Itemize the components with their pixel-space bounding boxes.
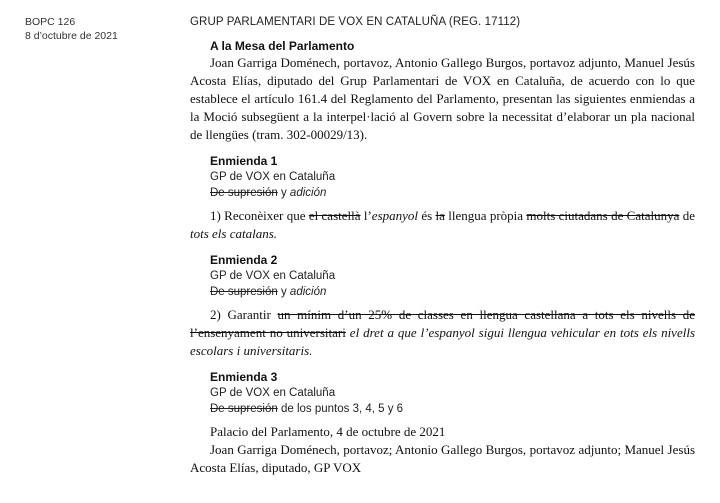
signatories: Joan Garriga Doménech, portavoz; Antonio Gallego Burgos, portavoz adjunto; Manuel Jesús Acosta Elías, diputado, GP VOX bbox=[190, 442, 695, 475]
amendment-2 bbox=[190, 253, 696, 360]
amendment-group: GP de VOX en Cataluña bbox=[210, 171, 336, 183]
amendment-group: GP de VOX en Cataluña bbox=[210, 270, 336, 282]
closing bbox=[190, 423, 695, 477]
added-text: el dret a que l’espanyol sigui llengua vehicular en tots els nivells escolars i universitaris. bbox=[190, 325, 696, 358]
added-text: espanyol bbox=[371, 208, 419, 223]
document-body bbox=[190, 15, 695, 477]
amendment-type bbox=[210, 185, 695, 201]
text-part: és bbox=[418, 208, 436, 223]
amendment-type bbox=[210, 401, 695, 417]
text-part: l’ bbox=[360, 208, 372, 223]
bulletin-number: BOPC 126 bbox=[25, 16, 76, 28]
bulletin-date: 8 d’octubre de 2021 bbox=[25, 30, 118, 42]
text-part: llengua pròpia bbox=[444, 208, 527, 223]
intro-paragraph: Joan Garriga Doménech, portavoz, Antonio Gallego Burgos, portavoz adjunto, Manuel Jesús Acosta Elías, diputado del Grup Parlamentari de VOX en Cataluña, de acuerdo con lo que establece el artículo 161.4 del Reglamento del Parlamento, presentan las siguientes enmiendas a la Moció subsegüent a la interpel·lació al Govern sobre la necessitat d’elaborar un pla nacional de llengües (tram. 302-00029/13). bbox=[190, 55, 695, 142]
deleted-text: la bbox=[435, 208, 445, 223]
amendment-group: GP de VOX en Cataluña bbox=[210, 387, 336, 399]
amendment-title: Enmienda 2 bbox=[210, 253, 278, 267]
text-part: 2) Garantir bbox=[210, 307, 278, 322]
type-addition: adición bbox=[289, 187, 327, 199]
type-join: y bbox=[280, 187, 287, 199]
type-suppression: De supresión bbox=[210, 403, 278, 415]
added-text: tots els catalans. bbox=[190, 226, 278, 241]
place-date: Palacio del Parlamento, 4 de octubre de 2021 bbox=[210, 424, 446, 439]
deleted-text: un mínim d’un 25% de classes en llengua castellana a tots els nivells de l’ensenyament no universitari bbox=[190, 307, 695, 340]
text-part: 1) Reconèixer que bbox=[210, 208, 309, 223]
deleted-text: el castellà bbox=[308, 208, 361, 223]
text-part: de bbox=[679, 208, 695, 223]
type-suppression: De supresión bbox=[210, 187, 278, 199]
type-rest: de los puntos 3, 4, 5 y 6 bbox=[280, 403, 404, 415]
addressee-heading: A la Mesa del Parlamento bbox=[210, 39, 355, 53]
amendment-1 bbox=[190, 154, 695, 243]
margin-meta bbox=[25, 15, 118, 43]
amendment-title: Enmienda 1 bbox=[210, 154, 278, 168]
amendment-text bbox=[190, 207, 695, 243]
document-header: GRUP PARLAMENTARI DE VOX EN CATALUÑA (REG. 17112) bbox=[190, 16, 521, 28]
type-addition: adición bbox=[289, 286, 327, 298]
type-suppression: De supresión bbox=[210, 286, 278, 298]
amendment-type bbox=[210, 284, 695, 300]
amendment-title: Enmienda 3 bbox=[210, 370, 278, 384]
type-join: y bbox=[280, 286, 287, 298]
amendment-text bbox=[190, 306, 695, 360]
amendment-3 bbox=[210, 370, 695, 417]
deleted-text: molts ciutadans de Catalunya bbox=[526, 208, 680, 223]
